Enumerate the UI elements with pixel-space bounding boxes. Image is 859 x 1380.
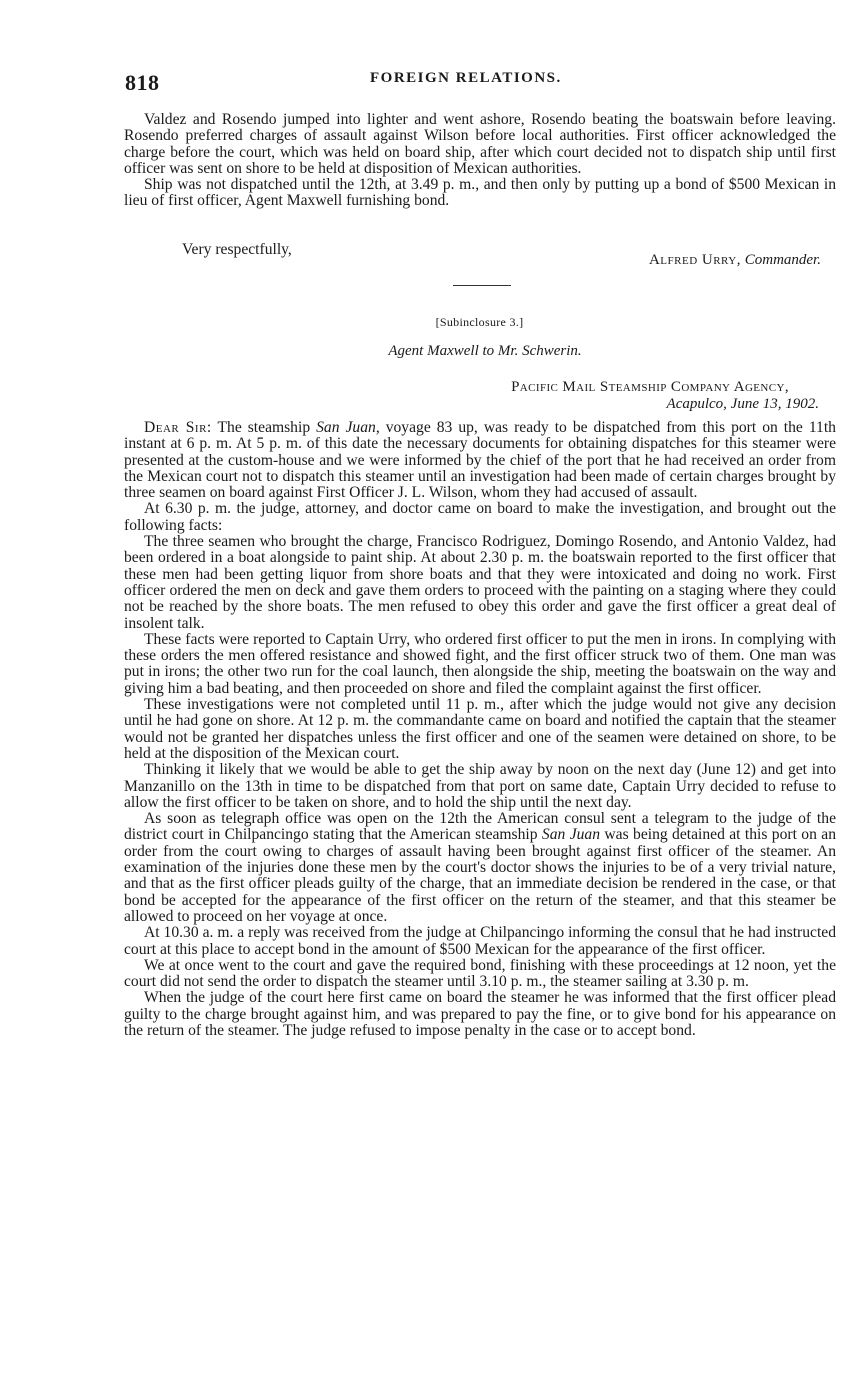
running-head: FOREIGN RELATIONS.	[370, 70, 562, 86]
signature-name: Alfred Urry,	[648, 252, 741, 268]
letterhead-place-date: Acapulco, June 13, 1902.	[666, 396, 819, 412]
signature-title: Commander.	[744, 252, 821, 268]
paragraph: At 10.30 a. m. a reply was received from the judge at Chilpancingo informing the consul that he had instructed court at this place to accept bond in the amount of $500 Mexican for the appearance of the first officer.	[124, 924, 836, 958]
paragraph: Ship was not dispatched until the 12th, at 3.49 p. m., and then only by putting up a bond of $500 Mexican in lieu of first officer, Agent Maxwell furnishing bond.	[124, 176, 836, 210]
letterhead-agency: Pacific Mail Steamship Company Agency,	[511, 379, 789, 395]
paragraph: We at once went to the court and gave the required bond, finishing with these proceedings at 12 noon, yet the court did not send the order to dispatch the steamer until 3.10 p. m., the steamer sailing at 3.30 p. m.	[124, 956, 836, 991]
ship-name: San Juan	[541, 826, 601, 844]
letter-body	[124, 420, 836, 1039]
salutation: Dear Sir:	[144, 419, 212, 436]
page-number: 818	[125, 70, 160, 95]
signature	[649, 252, 821, 269]
separator-rule	[453, 285, 511, 286]
paragraph: The three seamen who brought the charge, Francisco Rodriguez, Domingo Rosendo, and Antonio Valdez, had been ordered in a boat alongside to paint ship. At about 2.30 p. m. the boatswain reported to the first officer that these men had been getting liquor from shore boats and that they were intoxicated and doing no work. First officer ordered the men on deck and gave them orders to proceed with the painting on a staging where they could not be reached by the shore boats. The men refused to obey this order and gave the first officer a great deal of insolent talk.	[124, 533, 836, 632]
paragraph: These investigations were not completed until 11 p. m., after which the judge would not give any decision until he had gone on shore. At 12 p. m. the commandante came on board and notified the captain that the steamer would not be granted her dispatches unless the first officer and one of the seamen were detained on shore, to be held at the disposition of the Mexican court.	[124, 696, 836, 762]
top-text-block	[124, 112, 836, 210]
paragraph: Valdez and Rosendo jumped into lighter and went ashore, Rosendo beating the boatswain before leaving. Rosendo preferred charges of assault against Wilson before local authorities. First officer acknowledged the charge before the court, which was held on board ship, after which court decided not to dispatch ship until first officer was sent on shore to be held at disposition of Mexican authorities.	[124, 111, 836, 177]
paragraph: Thinking it likely that we would be able to get the ship away by noon on the next day (June 12) and get into Manzanillo on the 13th in time to be dispatched from that port on same date, Captain Urry decided to refuse to allow the first officer to be taken on shore, and to hold the ship until the next day.	[124, 761, 836, 811]
ship-name: San Juan	[316, 419, 376, 436]
paragraph: These facts were reported to Captain Urry, who ordered first officer to put the men in irons. In complying with these orders the men offered resistance and showed fight, and the first officer struck two of them. One man was put in irons; the other two run for the coal launch, then alongside the ship, meeting the boatswain on the way and giving him a bad beating, and then proceeded on shore and filed the complaint against the first officer.	[124, 630, 836, 697]
closing: Very respectfully,	[182, 241, 292, 258]
letter-title: Agent Maxwell to Mr. Schwerin.	[388, 343, 582, 359]
paragraph: As soon as telegraph office was open on the 12th the American consul sent a telegram to the judge of the district court in Chilpancingo stating that the American steamship San Juan was being detained at this port on an order from the court owing to charges of assault having been brought against first officer of the steamer. An examination of the injuries done these men by the court's doctor shows the injuries to be of a very trivial nature, and that as the first officer pleads guilty of the charge, that an immediate decision be rendered in the case, or that bond be accepted for the appearance of the first officer on the return of the steamer, and that this steamer be allowed to proceed on her voyage at once.	[124, 810, 836, 925]
paragraph: At 6.30 p. m. the judge, attorney, and doctor came on board to make the investigation, and brought out the following facts:	[124, 500, 836, 534]
paragraph: Dear Sir: The steamship San Juan, voyage 83 up, was ready to be dispatched from this port on the 11th instant at 6 p. m. At 5 p. m. of this date the necessary documents for obtaining dispatches for this steamer were presented at the custom-house and we were informed by the chief of the port that he had received an order from the Mexican court not to dispatch this steamer until an investigation had been made of certain charges brought by three seamen on board against First Officer J. L. Wilson, whom they had accused of assault.	[124, 419, 836, 502]
subinclosure-label: [Subinclosure 3.]	[435, 315, 524, 329]
paragraph: When the judge of the court here first came on board the steamer he was informed that the first officer plead guilty to the charge brought against him, and was prepared to pay the fine, or to give bond for his appearance on the return of the steamer. The judge refused to impose penalty in the case or to accept bond.	[124, 989, 836, 1039]
